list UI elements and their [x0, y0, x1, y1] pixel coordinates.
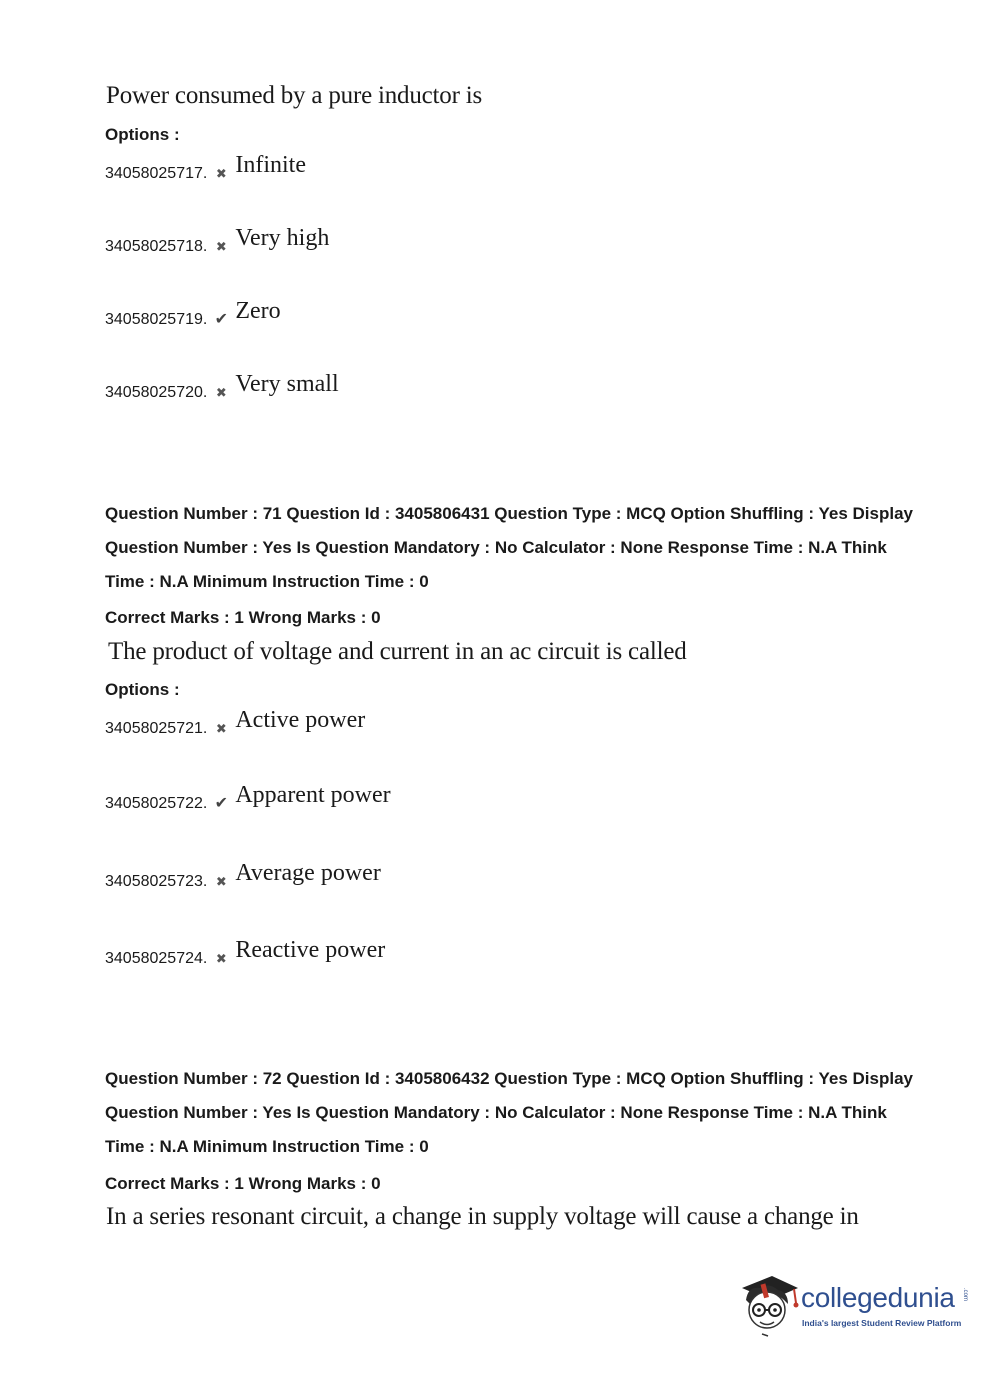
option-row [105, 152, 306, 198]
question-71-text: The product of voltage and current in an ac circuit is called [108, 638, 687, 665]
option-id: 34058025718. [105, 238, 208, 255]
question-72-meta: Question Number : 72 Question Id : 3405806432 Question Type : MCQ Option Shuffling : Yes Display Question Number : Yes Is Question Mandatory : No Calculator : None Response Time : N.A Think Time : N.A Minimum Instruction Time : 0 [105, 1069, 913, 1156]
cross-icon: ✖ [215, 385, 227, 400]
cross-icon: ✖ [215, 951, 227, 966]
option-id: 34058025724. [105, 950, 208, 967]
option-id: 34058025717. [105, 165, 208, 182]
option-text: Average power [235, 860, 381, 886]
option-text: Reactive power [235, 937, 386, 963]
option-text: Apparent power [235, 782, 391, 808]
logo-wordmark: collegedunia [801, 1282, 955, 1313]
cross-icon: ✖ [215, 721, 227, 736]
question-72-marks: Correct Marks : 1 Wrong Marks : 0 [105, 1174, 381, 1193]
option-row [105, 298, 281, 344]
cross-icon: ✖ [215, 166, 227, 181]
option-row [105, 860, 381, 906]
question-71-marks: Correct Marks : 1 Wrong Marks : 0 [105, 608, 381, 627]
mascot-icon [738, 1270, 800, 1338]
collegedunia-logo [738, 1270, 973, 1340]
option-text: Zero [235, 298, 281, 324]
question-70-text: Power consumed by a pure inductor is [106, 82, 483, 109]
option-id: 34058025720. [105, 384, 208, 401]
check-icon: ✔ [214, 795, 229, 812]
option-text: Very high [235, 225, 330, 251]
options-label: Options : [105, 680, 180, 699]
option-text: Very small [235, 371, 339, 397]
check-icon: ✔ [214, 311, 229, 328]
cross-icon: ✖ [215, 874, 227, 889]
option-id: 34058025722. [105, 795, 208, 812]
option-row [105, 707, 366, 753]
option-row [105, 225, 330, 271]
option-row [105, 937, 386, 983]
logo-suffix: .com [962, 1288, 968, 1302]
logo-tagline: India's largest Student Review Platform [802, 1318, 962, 1328]
option-row [105, 782, 391, 828]
options-label: Options : [105, 125, 180, 144]
option-id: 34058025721. [105, 720, 208, 737]
option-id: 34058025719. [105, 311, 208, 328]
question-71-meta: Question Number : 71 Question Id : 3405806431 Question Type : MCQ Option Shuffling : Yes Display Question Number : Yes Is Question Mandatory : No Calculator : None Response Time : N.A Think Time : N.A Minimum Instruction Time : 0 [105, 504, 913, 591]
option-text: Active power [235, 707, 366, 733]
option-text: Infinite [235, 152, 306, 178]
question-72-text: In a series resonant circuit, a change in supply voltage will cause a change in [106, 1203, 859, 1230]
cross-icon: ✖ [215, 239, 227, 254]
option-row [105, 371, 339, 417]
option-id: 34058025723. [105, 873, 208, 890]
